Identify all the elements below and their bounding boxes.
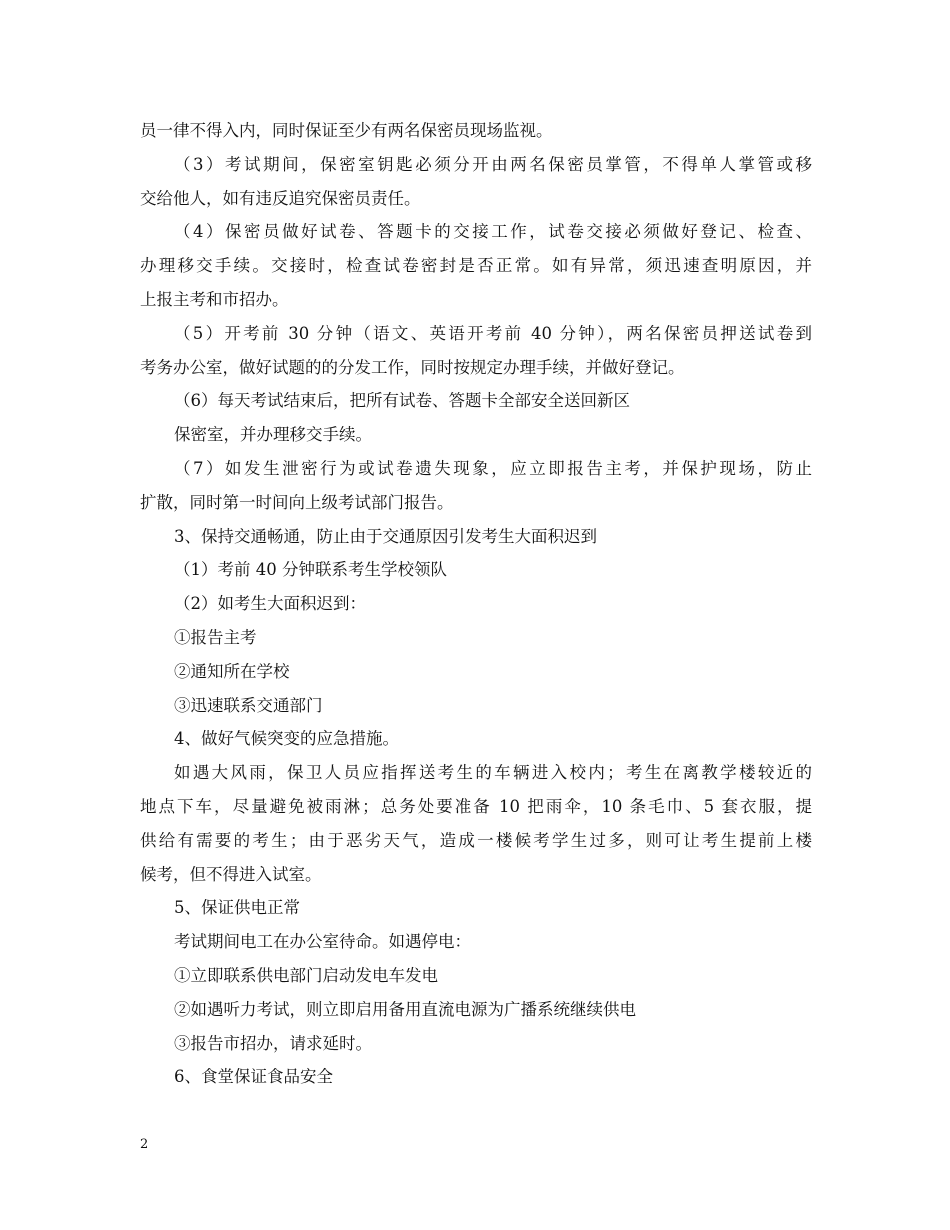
text-line: ③迅速联系交通部门 xyxy=(174,695,323,715)
text-line: （2）如考生大面积迟到： xyxy=(174,594,366,614)
text-line: 员一律不得入内，同时保证至少有两名保密员现场监视。 xyxy=(140,121,553,140)
text-line: （3）考试期间，保密室钥匙必须分开由两名保密员掌管，不得单人掌管或移 xyxy=(174,154,812,174)
text-line: ①报告主考 xyxy=(174,627,257,647)
text-line: 地点下车，尽量避免被雨淋；总务处要准备 10 把雨伞，10 条毛巾、5 套衣服，提 xyxy=(140,796,812,816)
text-line: 如遇大风雨，保卫人员应指挥送考生的车辆进入校内；考生在离教学楼较近的 xyxy=(174,763,812,783)
text-line: 考务办公室，做好试题的的分发工作，同时按规定办理手续，并做好登记。 xyxy=(140,357,685,377)
text-line: 扩散，同时第一时间向上级考试部门报告。 xyxy=(140,492,454,512)
text-line: （6）每天考试结束后，把所有试卷、答题卡全部安全送回新区 xyxy=(174,391,630,411)
text-line: （5）开考前 30 分钟（语文、英语开考前 40 分钟），两名保密员押送试卷到 xyxy=(174,323,812,343)
text-line: （4）保密员做好试卷、答题卡的交接工作，试卷交接必须做好登记、检查、 xyxy=(174,222,812,242)
text-line: 保密室，并办理移交手续。 xyxy=(174,425,372,445)
text-line: 供给有需要的考生；由于恶劣天气，造成一楼候考学生过多，则可让考生提前上楼 xyxy=(140,830,812,850)
text-line: （7）如发生泄密行为或试卷遗失现象，应立即报告主考，并保护现场，防止 xyxy=(174,458,812,478)
text-line: （1）考前 40 分钟联系考生学校领队 xyxy=(174,560,447,580)
text-line: 6、食堂保证食品安全 xyxy=(174,1067,333,1087)
text-line: 3、保持交通畅通，防止由于交通原因引发考生大面积迟到 xyxy=(174,526,597,546)
text-line: ③报告市招办，请求延时。 xyxy=(174,1033,372,1053)
text-line: 办理移交手续。交接时，检查试卷密封是否正常。如有异常，须迅速查明原因，并 xyxy=(140,256,812,276)
text-line: 4、做好气候突变的应急措施。 xyxy=(174,729,399,749)
body-text xyxy=(140,114,812,1094)
page-number: 2 xyxy=(140,1137,149,1152)
text-line: 交给他人，如有违反追究保密员责任。 xyxy=(140,188,421,208)
text-line: ①立即联系供电部门启动发电车发电 xyxy=(174,965,438,985)
text-line: 上报主考和市招办。 xyxy=(140,289,289,309)
text-line: 考试期间电工在办公室待命。如遇停电： xyxy=(174,932,471,952)
text-line: 5、保证供电正常 xyxy=(174,898,300,918)
text-line: ②通知所在学校 xyxy=(174,661,290,681)
text-line: 候考，但不得进入试室。 xyxy=(140,864,322,884)
text-line: ②如遇听力考试，则立即启用备用直流电源为广播系统继续供电 xyxy=(174,999,636,1019)
